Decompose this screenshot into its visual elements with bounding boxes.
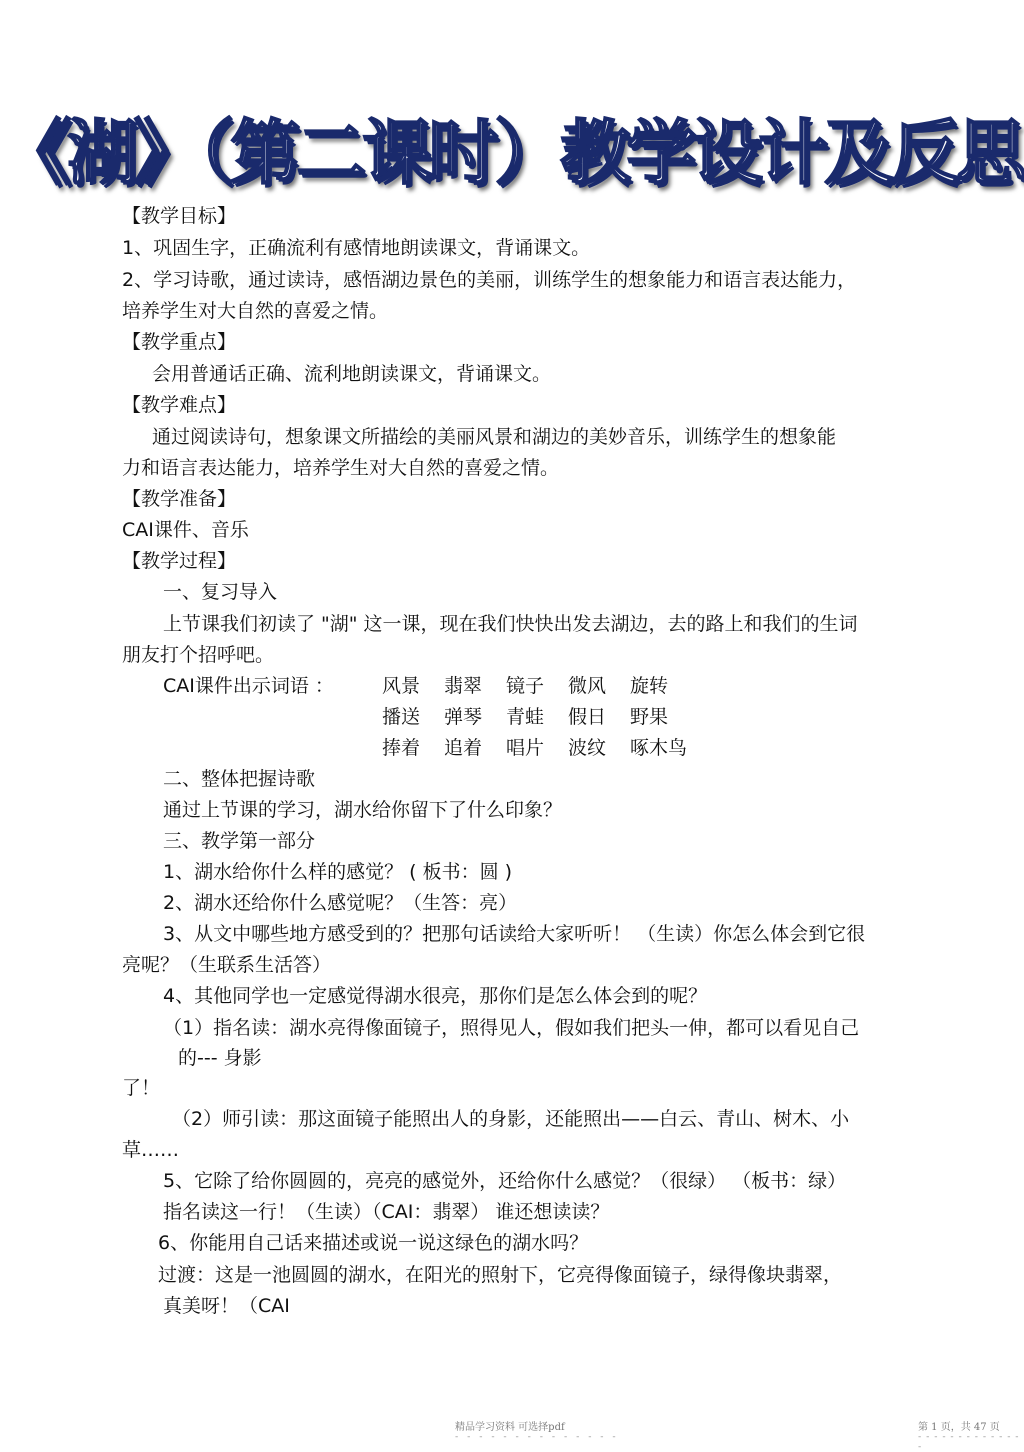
vocab-word: 野果	[630, 706, 669, 728]
vocab-word: 追着	[444, 737, 483, 759]
text-line: 培养学生对大自然的喜爱之情。	[122, 300, 389, 322]
text-line: 亮呢？（生联系生活答）	[122, 954, 332, 976]
text-line: 1、巩固生字，正确流利有感情地朗读课文，背诵课文。	[122, 237, 591, 259]
text-line: 过渡：这是一池圆圆的湖水，在阳光的照射下，它亮得像面镜子，绿得像块翡翠，	[158, 1264, 843, 1286]
text-line: 5、它除了给你圆圆的，亮亮的感觉外，还给你什么感觉？（很绿） （板书：绿）	[163, 1170, 847, 1192]
text-line: 4、其他同学也一定感觉得湖水很亮，那你们是怎么体会到的呢？	[163, 985, 708, 1007]
text-line: 通过阅读诗句，想象课文所描绘的美丽风景和湖边的美妙音乐，训练学生的想象能	[152, 426, 837, 448]
text-line: CAI课件出示词语 ：	[163, 675, 334, 697]
vocab-word: 旋转	[630, 675, 669, 697]
vocab-word: 翡翠	[444, 675, 483, 697]
text-line: 2、湖水还给你什么感觉呢？（生答：亮）	[163, 892, 518, 914]
text-line: 指名读这一行！（生读）（CAI：翡翠） 谁还想读读？	[163, 1201, 610, 1223]
text-line: 了！	[122, 1077, 161, 1099]
section-heading-difficulties: 【教学难点】	[122, 394, 237, 416]
text-line: 三、教学第一部分	[163, 830, 316, 852]
text-line: 二、整体把握诗歌	[163, 768, 316, 790]
page-number: 第 1 页，共 47 页	[918, 1422, 1000, 1433]
text-line: 真美呀！（CAI	[163, 1295, 290, 1317]
text-line: 3、从文中哪些地方感受到的？把那句话读给大家听听！ （生读）你怎么体会到它很	[163, 923, 866, 945]
footer-divider: - - - - - - - - - - - - - -	[455, 1432, 619, 1442]
text-line: 会用普通话正确、流利地朗读课文，背诵课文。	[152, 363, 552, 385]
vocab-word: 风景	[382, 675, 421, 697]
text-line: 草……	[122, 1139, 180, 1161]
vocab-word: 播送	[382, 706, 421, 728]
text-line: 朋友打个招呼吧。	[122, 644, 275, 666]
vocab-word: 假日	[568, 706, 607, 728]
text-line: 力和语言表达能力，培养学生对大自然的喜爱之情。	[122, 457, 560, 479]
vocab-word: 波纹	[568, 737, 607, 759]
text-line: 1、湖水给你什么样的感觉？ ( 板书：圆 )	[163, 861, 513, 883]
vocab-word: 青蛙	[506, 706, 545, 728]
vocab-row	[382, 736, 692, 760]
text-line: （2）师引读：那这面镜子能照出人的身影，还能照出——白云、青山、树木、小	[172, 1108, 850, 1130]
vocab-word: 啄木鸟	[630, 737, 688, 759]
text-line: CAI课件、音乐	[122, 519, 249, 541]
vocab-word: 唱片	[506, 737, 545, 759]
vocab-word: 镜子	[506, 675, 545, 697]
vocab-row	[382, 705, 692, 729]
page-title: 《湖》（第二课时）教学设计及反思	[1, 112, 1023, 194]
vocab-row	[382, 674, 692, 698]
text-line: 一、复习导入	[163, 581, 278, 603]
section-heading-preparation: 【教学准备】	[122, 488, 237, 510]
text-line: 的--- 身影	[178, 1047, 262, 1069]
text-line: 通过上节课的学习，湖水给你留下了什么印象？	[163, 799, 563, 821]
footer-divider: - - - - - - - - - - - - - -	[918, 1432, 1020, 1452]
text-line: 上节课我们初读了 "湖" 这一课，现在我们快快出发去湖边，去的路上和我们的生词	[163, 613, 858, 635]
vocab-word: 微风	[568, 675, 607, 697]
section-heading-process: 【教学过程】	[122, 550, 237, 572]
vocab-word: 捧着	[382, 737, 421, 759]
text-line: 6、你能用自己话来描述或说一说这绿色的湖水吗？	[158, 1232, 589, 1254]
footer-source-label: 精品学习资料 可选择pdf	[455, 1422, 565, 1433]
text-line: （1）指名读：湖水亮得像面镜子，照得见人，假如我们把头一伸，都可以看见自己	[163, 1017, 860, 1039]
section-heading-key-points: 【教学重点】	[122, 331, 237, 353]
vocab-word: 弹琴	[444, 706, 483, 728]
text-line: 2、学习诗歌，通过读诗，感悟湖边景色的美丽，训练学生的想象能力和语言表达能力，	[122, 269, 857, 291]
section-heading-goals: 【教学目标】	[122, 205, 237, 227]
